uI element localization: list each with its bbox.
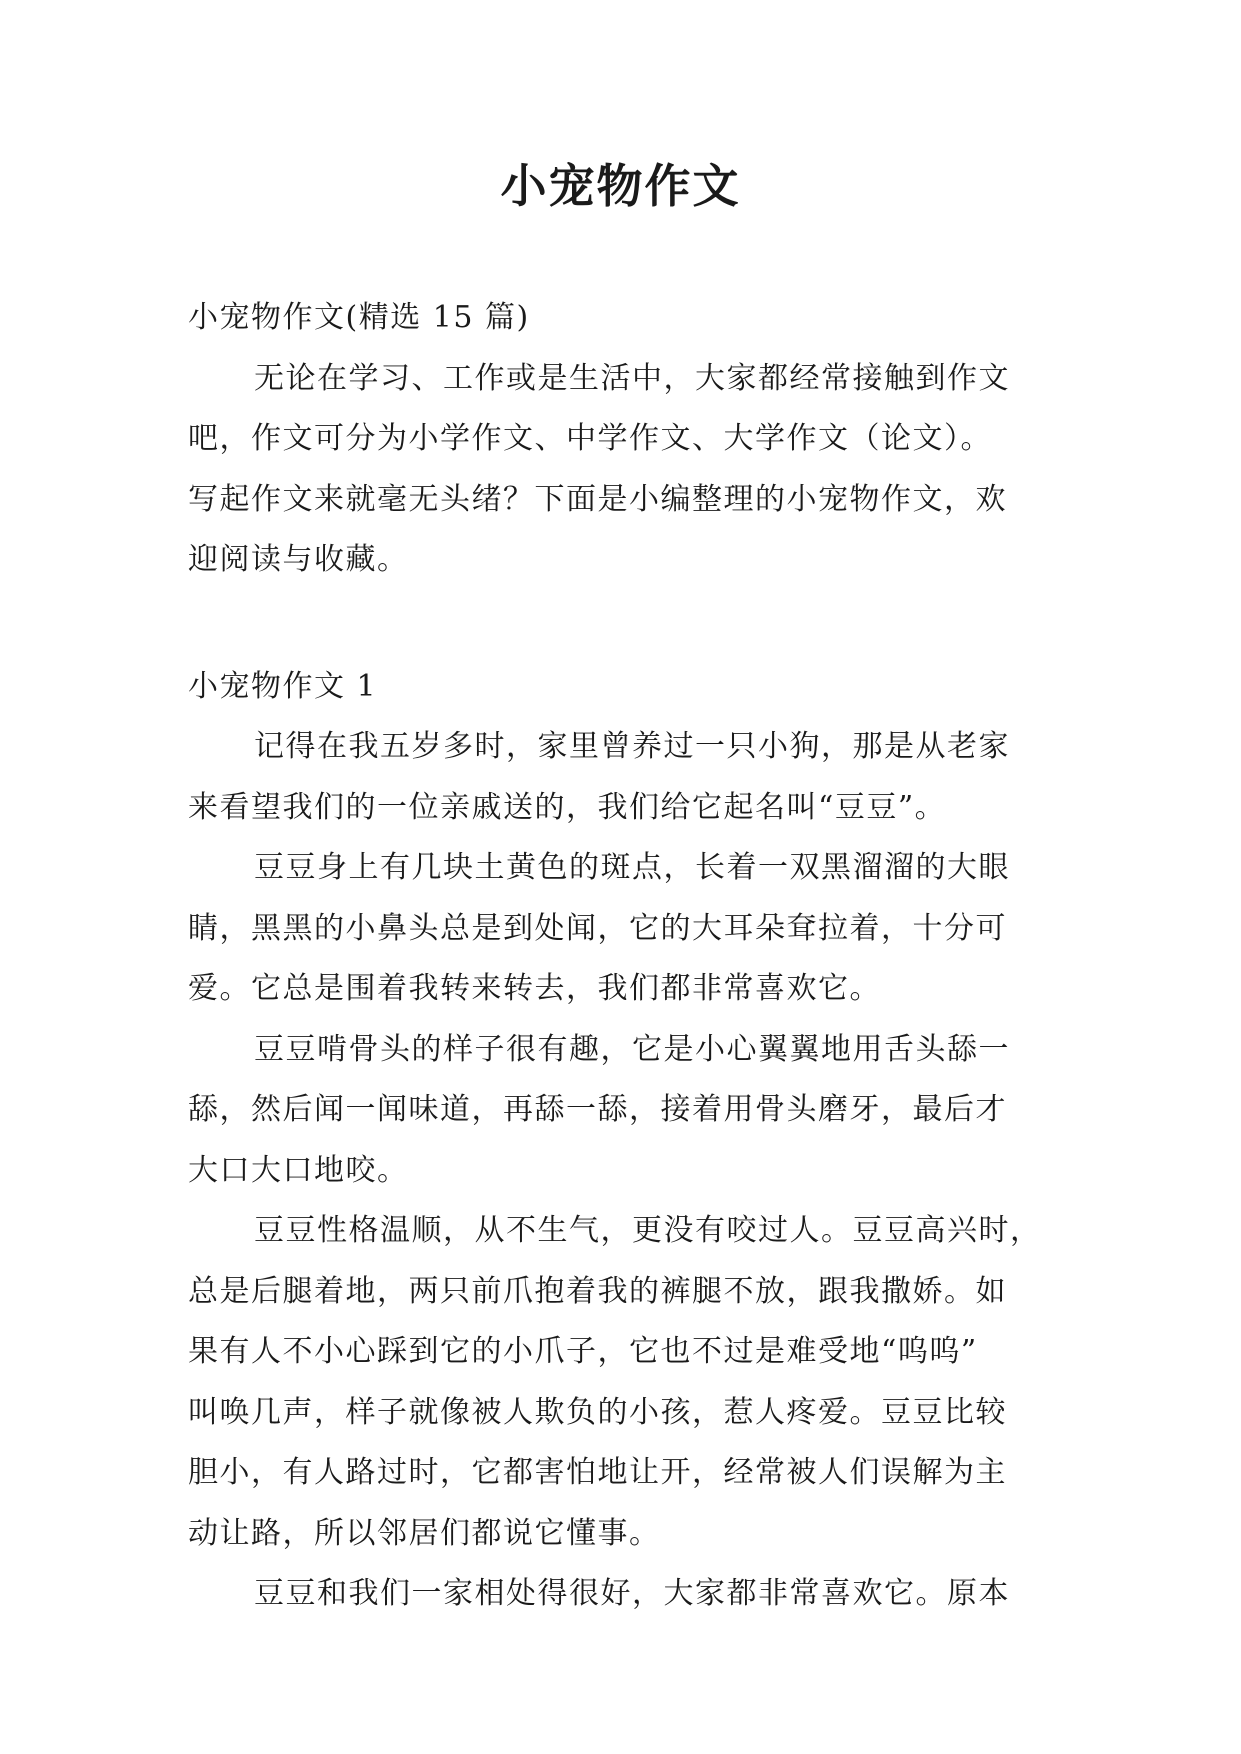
paragraph-line: 大口大口地咬。	[188, 1152, 409, 1188]
intro-line: 写起作文来就毫无头绪？下面是小编整理的小宠物作文，欢	[188, 481, 1007, 517]
paragraph-line: 豆豆和我们一家相处得很好，大家都非常喜欢它。原本	[254, 1576, 1010, 1611]
body-paragraph	[188, 717, 1058, 838]
document-subtitle: 小宠物作文(精选 15 篇)	[188, 300, 530, 335]
body-paragraph	[188, 838, 1058, 1020]
section-spacer	[188, 591, 1058, 657]
paragraph-line: 豆豆身上有几块土黄色的斑点，长着一双黑溜溜的大眼	[254, 850, 1010, 885]
document-body	[188, 288, 1058, 1625]
body-paragraph	[188, 1201, 1058, 1564]
paragraph-line: 叫唤几声，样子就像被人欺负的小孩，惹人疼爱。豆豆比较	[188, 1394, 1007, 1430]
body-paragraph	[188, 1020, 1058, 1202]
body-paragraph	[188, 1564, 1058, 1625]
document-title: 小宠物作文	[500, 159, 741, 213]
paragraph-line: 总是后腿着地，两只前爪抱着我的裤腿不放，跟我撒娇。如	[188, 1273, 1007, 1309]
paragraph-line: 来看望我们的一位亲戚送的，我们给它起名叫“豆豆”。	[188, 789, 947, 825]
paragraph-line: 记得在我五岁多时，家里曾养过一只小狗，那是从老家	[254, 729, 1010, 764]
paragraph-line: 动让路，所以邻居们都说它懂事。	[188, 1515, 661, 1551]
intro-line: 无论在学习、工作或是生活中，大家都经常接触到作文	[254, 360, 1010, 396]
intro-paragraph	[188, 349, 1058, 591]
paragraph-line: 舔，然后闻一闻味道，再舔一舔，接着用骨头磨牙，最后才	[188, 1092, 1007, 1127]
paragraph-line: 睛，黑黑的小鼻头总是到处闻，它的大耳朵耷拉着，十分可	[188, 910, 1007, 946]
paragraph-line: 胆小，有人路过时，它都害怕地让开，经常被人们误解为主	[188, 1455, 1007, 1490]
paragraph-line: 豆豆性格温顺，从不生气，更没有咬过人。豆豆高兴时，	[254, 1213, 1042, 1248]
paragraph-line: 豆豆啃骨头的样子很有趣，它是小心翼翼地用舌头舔一	[254, 1031, 1010, 1067]
paragraph-line: 果有人不小心踩到它的小爪子，它也不过是难受地“呜呜”	[188, 1334, 978, 1369]
intro-line: 迎阅读与收藏。	[188, 542, 409, 577]
intro-line: 吧，作文可分为小学作文、中学作文、大学作文（论文）。	[188, 421, 992, 456]
paragraph-line: 爱。它总是围着我转来转去，我们都非常喜欢它。	[188, 971, 881, 1006]
section-heading: 小宠物作文 1	[188, 668, 378, 704]
